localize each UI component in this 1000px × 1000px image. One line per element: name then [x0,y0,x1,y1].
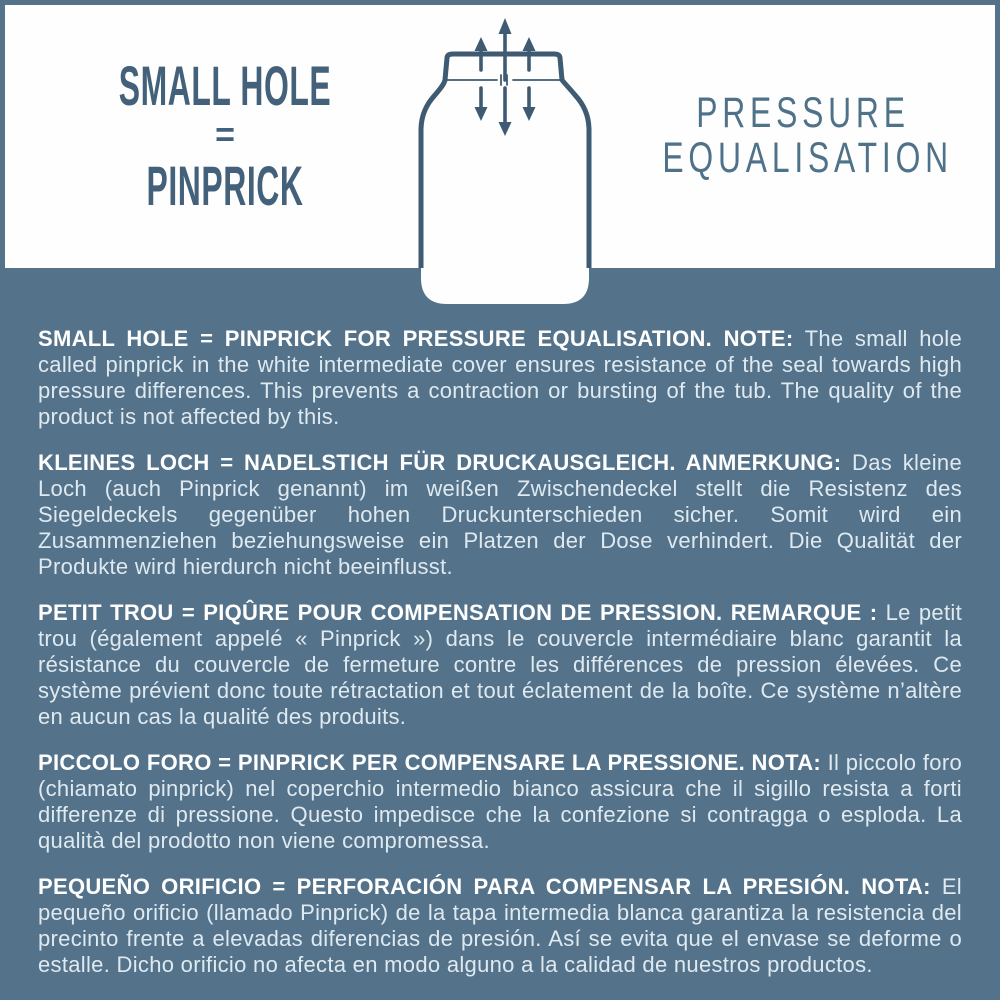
left-title [15,54,435,217]
paragraph-german-lead: KLEINES LOCH = NADELSTICH FÜR DRUCKAUSGLEICH. ANMERKUNG: [38,450,842,475]
info-paragraphs [38,326,962,998]
paragraph-german [38,450,962,580]
paragraph-spanish-body: El pequeño orificio (llamado Pinprick) de la tapa intermedia blanca garantiza la resistencia del precinto frente a elevadas diferencias de presión. Así se evita que el envase se deforme o estalle. Dicho orificio no afecta en modo alguno a la calidad de nuestros productos. [38,874,962,977]
paragraph-italian-body: Il piccolo foro (chiamato pinprick) nel coperchio intermedio bianco assicura che il sigillo resista a forti differenze di pressione. Questo impedisce che la confezione si contragga o esploda. La qualità del prodotto non viene compromessa. [38,750,962,853]
paragraph-italian-lead: PICCOLO FORO = PINPRICK PER COMPENSARE LA PRESSIONE. NOTA: [38,750,822,775]
paragraph-english-body: The small hole called pinprick in the white intermediate cover ensures resistance of the seal towards high pressure differences. This prevents a contraction or bursting of the tub. The quality of the product is not affected by this. [38,326,963,429]
equals-sign: = [215,116,235,154]
paragraph-french-lead: PETIT TROU = PIQÛRE POUR COMPENSATION DE PRESSION. REMARQUE : [38,600,878,625]
right-title [613,91,993,181]
paragraph-english [38,326,962,430]
paragraph-french-body: Le petit trou (également appelé « Pinprick ») dans le couvercle intermédiaire blanc garantit la résistance du couvercle de fermeture contre les différences de pression élevées. Ce système prévient donc toute rétractation et tout éclatement de la boîte. Ce système n’altère en aucun cas la qualité des produits. [38,600,962,729]
jar-pressure-arrows-icon [393,8,617,310]
right-title-line2: EQUALISATION [662,134,953,182]
left-title-line1: SMALL HOLE [118,54,332,117]
paragraph-english-lead: SMALL HOLE = PINPRICK FOR PRESSURE EQUALISATION. NOTE: [38,326,794,351]
paragraph-french [38,600,962,730]
right-title-line1: PRESSURE [696,89,910,137]
paragraph-german-body: Das kleine Loch (auch Pinprick genannt) im weißen Zwischendeckel stellt die Resistenz des Siegeldeckels gegenüber hohen Druckunterschieden sicher. Somit wird ein Zusammenziehen beziehungsweise ein Platzen der Dose verhindert. Die Qualität der Produkte wird hierdurch nicht beeinflusst. [38,450,962,579]
left-title-line2: PINPRICK [146,154,304,217]
paragraph-spanish-lead: PEQUEÑO ORIFICIO = PERFORACIÓN PARA COMPENSAR LA PRESIÓN. NOTA: [38,874,931,899]
paragraph-italian [38,750,962,854]
paragraph-spanish [38,874,962,978]
